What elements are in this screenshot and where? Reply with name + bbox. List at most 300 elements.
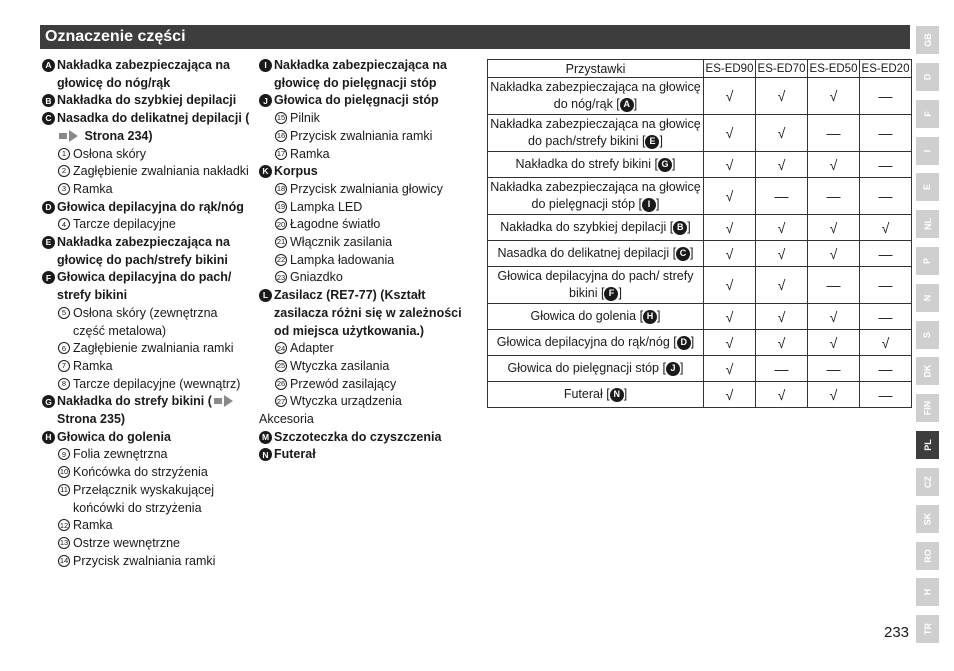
check-mark: √ [704,115,756,152]
list-item [259,269,474,287]
part-number-badge: 20 [276,219,286,229]
language-tab-label: NL [922,218,933,230]
list-item-label: Szczoteczka do czyszczenia [274,429,442,444]
list-item-label: Nakładka zabezpieczająca na głowicę do pielęgnacji stóp [274,58,448,90]
bracket-close: ] [671,157,676,171]
list-item [42,269,252,304]
language-tab-label: GB [922,33,933,47]
check-mark: √ [756,78,808,115]
dash-mark: — [860,152,912,178]
bracket-close: ] [633,97,638,111]
list-item-label: Zasilacz (RE7-77) (Kształt zasilacza różni się w zależności od miejsca użytkowania.) [274,288,462,338]
bracket-close: ] [679,361,684,375]
table-row [488,241,912,267]
arrow-right-icon [214,398,222,404]
list-item-text [73,482,252,517]
list-item [259,110,474,128]
list-item-label: Głowica do pielęgnacji stóp [274,93,439,108]
check-mark: √ [704,356,756,382]
part-letter-badge: N [259,448,272,461]
check-mark: √ [808,241,860,267]
part-number-badge: 14 [59,555,69,565]
language-tab-dk[interactable] [916,357,939,385]
attachment-name-cell [488,78,704,115]
check-mark: √ [704,215,756,241]
attachment-name-cell [488,330,704,356]
language-tab-label: S [922,331,933,339]
attachment-name: Nasadka do delikatnej depilacji [ [497,246,677,260]
attachment-name-cell [488,115,704,152]
check-mark: √ [756,330,808,356]
arrow-head-icon [69,130,78,142]
check-mark: √ [808,215,860,241]
list-item-label: Przycisk zwalniania ramki [290,128,433,143]
list-item-text [73,553,215,571]
list-item [259,181,474,199]
part-number-badge: 13 [59,538,69,548]
list-item-text [73,358,113,376]
list-heading: Akcesoria [259,412,314,427]
list-item-label: Ramka [73,358,113,373]
dash-mark: — [860,267,912,304]
list-item [259,216,474,234]
list-item-text [274,163,474,181]
part-letter-badge: F [604,287,618,301]
part-number-badge: 6 [58,342,70,354]
list-item [42,535,252,553]
language-tab-n[interactable] [916,284,939,312]
list-item-text [290,393,402,411]
list-item-label: Łagodne światło [290,217,381,232]
list-item-text [57,92,252,110]
list-item-label: Nakładka zabezpieczająca na głowicę do nóg/rąk [57,58,231,90]
list-item [259,234,474,252]
list-item-text [274,287,474,340]
part-letter-badge: I [259,59,272,72]
check-mark: √ [704,78,756,115]
attachment-name-cell [488,356,704,382]
attachment-name: Głowica do pielęgnacji stóp [ [507,361,666,375]
part-letter-badge: B [42,94,55,107]
list-item-label: Nakładka zabezpieczająca na głowicę do pach/strefy bikini [57,235,231,267]
list-item-text [57,429,252,447]
list-item [259,199,474,217]
part-number-badge: 19 [276,201,286,211]
part-letter-badge: J [259,94,272,107]
table-header-label: Przystawki [488,60,704,78]
list-item [42,234,252,269]
list-item [42,146,252,164]
dash-mark: — [860,115,912,152]
language-tab-sk[interactable] [916,505,939,533]
part-letter-badge: C [42,112,55,125]
dash-mark: — [860,178,912,215]
language-tab-gb[interactable] [916,26,939,54]
list-item [42,464,252,482]
section-header [40,25,910,49]
list-item-text [73,146,146,164]
list-item [42,429,252,447]
part-number-badge: 23 [276,272,286,282]
dash-mark: — [808,115,860,152]
check-mark: √ [704,330,756,356]
check-mark: √ [704,304,756,330]
list-item-text [73,181,113,199]
list-item-text [290,340,334,358]
table-row [488,78,912,115]
bracket-close: ] [657,309,661,323]
language-tab-label: SK [922,512,933,526]
list-item-label: Ramka [73,518,113,533]
list-item [42,57,252,92]
check-mark: √ [860,330,912,356]
list-item [42,163,252,181]
part-number-badge: 21 [276,237,286,247]
list-item-label: Głowica do golenia [57,429,171,444]
arrow-head-icon [224,395,233,407]
language-tab-label: CZ [922,476,933,488]
list-item [259,252,474,270]
list-item [42,181,252,199]
check-mark: √ [808,382,860,408]
part-number-badge: 10 [59,467,69,477]
list-item-label: Nakładka do szybkiej depilacji [57,93,237,108]
attachment-name-cell [488,304,704,330]
check-mark: √ [756,215,808,241]
list-item [42,517,252,535]
language-tab-p[interactable] [916,247,939,275]
dash-mark: — [808,178,860,215]
list-item-text [73,216,176,234]
list-item [259,287,474,340]
list-item-label: Osłona skóry [73,146,146,161]
part-letter-badge: J [666,362,680,376]
language-tab-f[interactable] [916,100,939,128]
part-letter-badge: G [42,395,55,408]
part-number-badge: 3 [58,183,70,195]
attachment-name: Nakładka zabezpieczająca na głowicę do pielęgnacji stóp [ [490,180,701,211]
language-tab-label: H [922,588,933,596]
language-tab-i[interactable] [916,137,939,165]
page-number: 233 [884,624,910,641]
language-tab-pl[interactable] [916,431,939,459]
language-tab-label: N [922,294,933,302]
list-item-text [57,393,252,428]
dash-mark: — [756,178,808,215]
list-item-text [73,517,113,535]
list-item-label: Końcówka do strzyżenia [73,465,208,480]
list-item-text [274,429,474,447]
list-item [42,446,252,464]
language-tab-ro[interactable] [916,542,939,570]
part-number-badge: 18 [276,184,286,194]
part-letter-badge: L [259,289,272,302]
check-mark: √ [756,267,808,304]
list-item-label: Zagłębienie zwalniania ramki [73,341,234,356]
model-header: ES-ED70 [756,60,808,78]
part-number-badge: 7 [58,360,70,372]
list-item [259,376,474,394]
part-letter-badge: G [658,158,672,172]
bracket-close: ] [659,134,663,148]
list-item-text [274,57,474,92]
list-item [42,393,252,428]
part-number-badge: 16 [276,131,286,141]
part-number-badge: 11 [58,484,70,496]
list-item-label: Osłona skóry (zewnętrzna część metalowa) [73,305,218,338]
list-item [259,163,474,181]
list-item-text [57,199,252,217]
part-letter-badge: I [642,198,656,212]
part-number-badge: 17 [276,148,286,158]
list-item-text [290,146,330,164]
part-number-badge: 24 [276,343,286,353]
part-number-badge: 12 [59,520,69,530]
language-tab-e[interactable] [916,173,939,201]
part-number-badge: 5 [58,307,70,319]
list-item-label: Głowica depilacyjna do pach/ strefy bikini [57,270,232,303]
check-mark: √ [756,115,808,152]
list-item-text [290,269,343,287]
check-mark: √ [704,152,756,178]
list-item [259,128,474,146]
attachment-name-cell [488,215,704,241]
list-item [259,340,474,358]
list-item [42,482,252,517]
list-item [259,92,474,110]
list-item [259,146,474,164]
list-item [259,393,474,411]
language-tab-label: FIN [922,400,933,416]
list-item-label: Ramka [73,181,113,196]
list-item-text [290,252,394,270]
part-letter-badge: F [42,271,55,284]
page-reference: Strona 234) [81,128,153,143]
bracket-close: ] [623,387,628,401]
part-number-badge: 22 [276,254,286,264]
dash-mark: — [860,78,912,115]
list-item-label: Przełącznik wyskakującej końcówki do strzyżenia [73,482,215,515]
check-mark: √ [704,382,756,408]
list-item-text [57,269,252,304]
part-number-badge: 8 [58,378,70,390]
list-item-text [290,376,396,394]
list-item-label: Tarcze depilacyjne (wewnątrz) [73,376,241,391]
list-item [259,429,474,447]
list-item-text [57,57,252,92]
list-item-label: Folia zewnętrzna [73,447,168,462]
attachment-name: Nakładka zabezpieczająca na głowicę do pach/strefy bikini [ [490,117,701,148]
part-letter-badge: M [259,431,272,444]
attachment-name-cell [488,178,704,215]
attachment-name-cell [488,267,704,304]
check-mark: √ [860,215,912,241]
part-letter-badge: K [259,165,272,178]
check-mark: √ [808,304,860,330]
list-item-text [57,110,252,145]
language-tab-label: RO [922,549,933,563]
list-item [42,199,252,217]
part-letter-badge: E [42,236,55,249]
check-mark: √ [808,152,860,178]
list-item-label: Lampka LED [290,199,363,214]
list-item-text [73,305,252,340]
attachment-name: Nakładka do strefy bikini [ [515,157,658,171]
attachment-name: Głowica depilacyjna do rąk/nóg [ [496,335,677,349]
list-item [42,358,252,376]
part-letter-badge: H [643,310,657,324]
part-letter-badge: D [42,201,55,214]
part-letter-badge: B [673,221,687,235]
list-item-label: Włącznik zasilania [290,235,393,250]
page-reference: Strona 235) [57,412,126,427]
dash-mark: — [808,356,860,382]
section-title: Oznaczenie części [45,28,186,45]
table-row [488,304,912,330]
list-item [42,305,252,340]
model-header: ES-ED20 [860,60,912,78]
part-letter-badge: H [42,431,55,444]
list-item-label: Adapter [290,341,334,356]
list-item-text [290,358,389,376]
list-item-label: Wtyczka zasilania [290,358,390,373]
list-item-text [290,110,320,128]
attachment-name: Nakładka do szybkiej depilacji [ [500,220,674,234]
list-item-text [274,92,474,110]
language-tab-label: D [922,73,933,81]
language-tab-fin[interactable] [916,394,939,422]
table-row [488,115,912,152]
table-header-row [488,60,912,78]
part-letter-badge: N [610,388,624,402]
dash-mark: — [756,356,808,382]
part-number-badge: 1 [58,148,70,160]
list-item-label: Głowica depilacyjna do rąk/nóg [57,199,244,214]
list-item-text [73,376,240,394]
part-number-badge: 27 [276,396,286,406]
table-row [488,382,912,408]
attachment-name-cell [488,152,704,178]
list-item-label: Przewód zasilający [290,376,397,391]
check-mark: √ [756,152,808,178]
part-number-badge: 4 [58,218,70,230]
list-item-label: Nakładka do strefy bikini ( [57,394,212,409]
check-mark: √ [756,382,808,408]
part-letter-badge: D [677,336,691,350]
attachment-name: Głowica depilacyjna do pach/ strefy bikini [ [497,269,694,300]
list-item-label: Przycisk zwalniania ramki [73,553,216,568]
check-mark: √ [704,241,756,267]
language-tab-nl[interactable] [916,210,939,238]
table-row [488,330,912,356]
list-item [259,57,474,92]
list-item-label: Ostrze wewnętrzne [73,535,180,550]
list-item-label: Tarcze depilacyjne [73,217,176,232]
table-row [488,356,912,382]
list-item-text [73,340,234,358]
list-item-text [290,181,443,199]
table-row [488,215,912,241]
list-item-text [290,216,380,234]
part-letter-badge: A [620,98,634,112]
language-tab-s[interactable] [916,321,939,349]
list-item [42,340,252,358]
arrow-right-icon [59,133,67,139]
list-item-text [290,128,432,146]
list-item [259,446,474,464]
part-letter-badge: C [676,247,690,261]
bracket-close: ] [690,246,694,260]
dash-mark: — [860,304,912,330]
list-item-text [274,446,474,464]
list-item-label: Zagłębienie zwalniania nakładki [73,164,249,179]
attachment-name-cell [488,241,704,267]
language-tab-label: TR [922,623,933,635]
part-number-badge: 25 [276,361,286,371]
part-letter-badge: A [42,59,55,72]
table-row [488,178,912,215]
list-item-text [57,234,252,269]
list-item-text [73,464,208,482]
language-tab-label: I [922,149,933,153]
table-row [488,267,912,304]
dash-mark: — [860,241,912,267]
attachment-name: Nakładka zabezpieczająca na głowicę do nóg/rąk [ [490,80,701,111]
language-tab-cz[interactable] [916,468,939,496]
list-item-text [73,446,168,464]
dash-mark: — [808,267,860,304]
language-tab-h[interactable] [916,578,939,606]
check-mark: √ [808,78,860,115]
list-item [42,376,252,394]
list-item-text [290,234,392,252]
list-item [42,216,252,234]
list-item-label: Przycisk zwalniania głowicy [290,181,443,196]
bracket-close: ] [687,220,691,234]
language-tab-label: PL [922,439,933,451]
check-mark: √ [704,267,756,304]
attachment-name: Głowica do golenia [ [530,309,644,323]
bracket-close: ] [618,286,622,300]
list-item-label: Nasadka do delikatnej depilacji ( [57,111,250,126]
accessories-table [487,59,912,408]
part-number-badge: 15 [276,113,286,123]
list-item-label: Futerał [274,447,316,462]
language-tab-label: E [922,183,933,191]
list-item-text [73,535,180,553]
model-header: ES-ED90 [704,60,756,78]
part-letter-badge: E [645,135,659,149]
check-mark: √ [704,178,756,215]
list-item-label: Lampka ładowania [290,252,395,267]
table-row [488,152,912,178]
language-tab-tr[interactable] [916,615,939,643]
model-header: ES-ED50 [808,60,860,78]
list-item [259,358,474,376]
list-item-label: Pilnik [290,111,320,126]
attachment-name-cell [488,382,704,408]
list-item-label: Ramka [290,146,330,161]
part-number-badge: 26 [276,378,286,388]
parts-list-left [42,57,252,570]
attachment-name: Futerał [ [563,387,610,401]
list-item-label: Gniazdko [290,270,343,285]
list-item-text [73,163,249,181]
parts-list-middle [259,57,474,464]
list-item-text [290,199,362,217]
language-tab-d[interactable] [916,63,939,91]
check-mark: √ [756,304,808,330]
